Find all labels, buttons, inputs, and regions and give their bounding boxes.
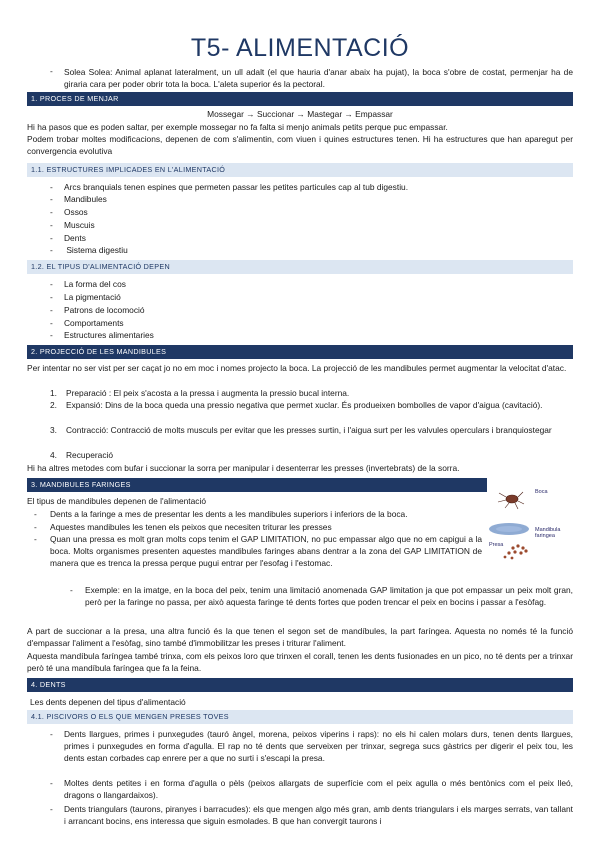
step-text: Contracció: Contracció de molts musculs per evitar que les presses surtin, i l'aigua surt per les valvules operculars i branquiostegar: [66, 425, 552, 435]
section-heading-4: 4. DENTS: [27, 678, 573, 692]
section-heading-1: 1. PROCES DE MENJAR: [27, 92, 573, 106]
paragraph: Hi ha altres metodes com bufar i succionar la sorra per manipular i desenterrar les presses (invertebrats) de la sorra.: [27, 463, 460, 473]
figure-label: Presa: [489, 542, 504, 548]
section-heading-4-1: 4.1. PISCIVORS O ELS QUE MENGEN PRESES TOVES: [27, 710, 573, 724]
list-item: Dents triangulars (taurons, piranyes i barracudes): els que mengen algo més gran, amb dents triangulars i els marges serrats, van tallant i arrancant bocins, ens interessa que siguin esmolades. B que han convergit taurons i: [64, 804, 573, 826]
paragraph: Les dents depenen del tipus d'alimentació: [30, 697, 186, 707]
step-number: 2.: [50, 400, 57, 410]
step-number: 3.: [50, 425, 57, 435]
list-item: Comportaments: [64, 318, 124, 328]
list-item: Dents: [64, 233, 86, 243]
paragraph: Per intentar no ser vist per ser caçat jo no em moc i nomes projecto la boca. La projecció de les mandibules permet augmentar la velocitat d'atac.: [27, 363, 567, 373]
figure-label: Boca: [535, 489, 548, 495]
fish-jaw-illustration-icon: [487, 485, 573, 565]
paragraph: El tipus de mandibules depenen de l'alimentació: [27, 496, 206, 506]
page-title: T5- ALIMENTACIÓ: [190, 34, 410, 62]
step-text: Recuperació: [66, 450, 114, 460]
bullet-dash: -: [50, 66, 53, 76]
list-item: Moltes dents petites i en forma d'agulla o pèls (peixos allargats de superfície com el peix agulla o més bentònics com el peix lleó, dragons o llangardaixos).: [64, 778, 573, 800]
list-item: Aquestes mandibules les tenen els peixos que necesiten triturar les presses: [50, 522, 332, 532]
step-number: 4.: [50, 450, 57, 460]
list-item: Sistema digestiu: [64, 245, 128, 255]
list-subitem: Exemple: en la imatge, en la boca del peix, tenim una limitació anomenada GAP limitation ja que pot empassar un peix molt gran, però per la faringe no passa, per això aquesta faringe té dents fortes que poden trencar el peix en bocins i passar a l'esòfag.: [85, 585, 573, 607]
list-item: Arcs branquials tenen espines que permeten passar les petites particules cap al tub digestiu.: [64, 182, 409, 192]
list-item: La pigmentació: [64, 292, 121, 302]
list-item: Mandibules: [64, 194, 107, 204]
section-heading-1-1: 1.1. ESTRUCTURES IMPLICADES EN L'ALIMENTACIÓ: [27, 163, 573, 177]
list-item: Ossos: [64, 207, 88, 217]
list-item: Dents llargues, primes i punxegudes (tauró àngel, morena, peixos viperins i raps): no els hi calen molars durs, tenen dents llargues, primes i punxegudes en forma d'agulla. El rap no té dents que serveixen per trinxar, segrega sucs gàstrics per digerir el peix tou, les dents estan corbades cap enrere per a que no surti i s'escapi la presa.: [64, 729, 573, 763]
list-item: Muscuis: [64, 220, 95, 230]
pharyngeal-jaws-figure: [487, 485, 573, 565]
intro-item: Solea Solea: Animal aplanat lateralment, un ull adalt (el que hauria d'anar abaix ha pujat), la boca s'obre de costat, permenjar ha de giraria cara per poder obrir tota la boca. L'aleta superior és la pectoral.: [64, 67, 573, 89]
section-heading-3: 3. MANDIBULES FARINGES: [27, 478, 487, 492]
paragraph: Podem trobar moltes modificacions, depenen de com s'alimentin, com viuen i quines estructures tenen. Hi ha estructures que han aparegut per convergencia evolutiva: [27, 134, 573, 156]
feeding-sequence: Mossegar → Succionar → Mastegar → Empassar: [207, 109, 393, 119]
list-item: Dents a la faringe a mes de presentar les dents a les mandibules superiors i inferiors de la boca.: [50, 509, 408, 519]
paragraph: Aquesta mandíbula faríngea també trinxa, com els peixos loro que trinxen el corall, tenen les dents fusionades en un pico, no té dents per a trinxar però té una mandíbula faríngea que fa la feina.: [27, 651, 573, 673]
step-number: 1.: [50, 388, 57, 398]
list-item: Estructures alimentaries: [64, 330, 154, 340]
document-page: T5- ALIMENTACIÓ - Solea Solea: Animal aplanat lateralment, un ull adalt (el que hauria d'anar abaix ha pujat), la boca s'obre de costat, permenjar ha de giraria cara per poder obrir tota la boca. L'aleta superior és la pectoral. 1. PROCES DE MENJAR Mossegar → Succionar → Mastegar → Empassar Hi ha pasos que es poden saltar, per exemple mossegar no fa falta si menjo animals petits perque puc empassar. Podem trobar moltes modificacions, depenen de com s'alimentin, com viuen i quines estructures tenen. Hi ha estructures que han aparegut per convergencia evolutiva 1.1. ESTRUCTURES IMPLICADES EN L'ALIMENTACIÓ - Arcs branquials tenen espines que permeten passar les petites particules cap al tub digestiu. - Mandibules - Ossos - Muscuis - Dents - Sistema digestiu 1.2. EL TIPUS D'ALIMENTACIÓ DEPEN - La forma del cos - La pigmentació - Patrons de locomoció - Comportaments - Estructures alimentaries 2. PROJECCIÓ DE LES MANDIBULES Per intentar no ser vist per ser caçat jo no em moc i nomes projecto la boca. La projecció de les mandibules permet augmentar la velocitat d'atac. 1. Preparació : El peix s'acosta a la pressa i augmenta la pressio bucal interna. 2. Expansió: Dins de la boca queda una pressio negativa que permet xuclar. És produeixen bombolles de vapor d'aigua (cavitació). 3. Contracció: Contracció de molts musculs per evitar que les presses surtin, i l'aigua surt per les valvules operculars i branquiostegar 4. Recuperació Hi ha altres metodes com bufar i succionar la sorra per manipular i desenterrar les presses (invertebrats) de la sorra. 3. MANDIBULES FARINGES El tipus de mandibules depenen de l'alimentació - Dents a la faringe a mes de presentar les dents a les mandibules superiors i inferiors de la boca. - Aquestes mandibules les tenen els peixos que necesiten triturar les presses - Quan una pressa es molt gran molts cops tenim el GAP LIMITATION, no puc empassar algo que no em capigui a la boca. Molts organismes presenten aquestes mandibules faringes abans dentrar a la zona del GAP LIMITATION de manera que es trenca la pressa perque pugui entrar per l'esofag i l'estomac. - Exemple: en la imatge, en la boca del peix, tenim una limitació anomenada GAP limitation ja que pot empassar un peix molt gran, però per la faringe no passa, per això aquesta faringe té dents fortes que poden trencar el peix en bocins i passar a l'esòfag. A part de succionar a la presa, una altra funció és la que tenen el segon set de mandíbules, la part faríngea. Aquesta no només té la funció d'empassar l'aliment a l'esòfag, sino també d'immobilitzar les preses i triturar l'aliment. Aquesta mandíbula faríngea també trinxa, com els peixos loro que trinxen el corall, tenen les dents fusionades en un pico, no té dents per a trinxar però té una mandíbula faríngea que fa la feina. Boca Mandibula faringea Presa 4. DENTS Les dents depenen del tipus d'alimentació 4.1. PISCIVORS O ELS QUE MENGEN PRESES TOVES - Dents llargues, primes i punxegudes (tauró àngel, morena, peixos viperins i raps): no els hi calen molars durs, tenen dents llargues, primes i punxegudes en forma d'agulla. El rap no té dents que serveixen per trinxar, segrega sucs gàstrics per digerir el peix tou, les dents estan corbades cap enrere per a que no surti i s'escapi la presa. - Moltes dents petites i en forma d'agulla o pèls (peixos allargats de superfície com el peix agulla o més bentònics com el peix lleó, dragons o llangardaixos). - Dents triangulars (taurons, piranyes i barracudes): els que mengen algo més gran, amb dents triangulars i els marges serrats, van tallant i arrancant bocins, ens interessa que siguin esmolades. B que han convergit taurons i: [0, 0, 600, 848]
section-heading-2: 2. PROJECCIÓ DE LES MANDIBULES: [27, 345, 573, 359]
step-text: Expansió: Dins de la boca queda una pressio negativa que permet xuclar. És produeixen bombolles de vapor d'aigua (cavitació).: [66, 400, 543, 410]
step-text: Preparació : El peix s'acosta a la pressa i augmenta la pressio bucal interna.: [66, 388, 350, 398]
figure-label: Mandibula faringea: [535, 527, 561, 539]
list-item: La forma del cos: [64, 279, 126, 289]
paragraph: A part de succionar a la presa, una altra funció és la que tenen el segon set de mandíbules, la part faríngea. Aquesta no només té la funció d'empassar l'aliment a l'esòfag, sino també d'immobilitzar les preses i triturar l'aliment.: [27, 626, 573, 648]
section-heading-1-2: 1.2. EL TIPUS D'ALIMENTACIÓ DEPEN: [27, 260, 573, 274]
paragraph: Hi ha pasos que es poden saltar, per exemple mossegar no fa falta si menjo animals petits perque puc empassar.: [27, 122, 448, 132]
list-item: Quan una pressa es molt gran molts cops tenim el GAP LIMITATION, no puc empassar algo que no em capigui a la boca. Molts organismes presenten aquestes mandibules faringes abans dentrar a la zona del GAP LIMITATION de manera que es trenca la pressa perque pugui entrar per l'esofag i l'estomac.: [50, 534, 482, 568]
list-item: Patrons de locomoció: [64, 305, 145, 315]
